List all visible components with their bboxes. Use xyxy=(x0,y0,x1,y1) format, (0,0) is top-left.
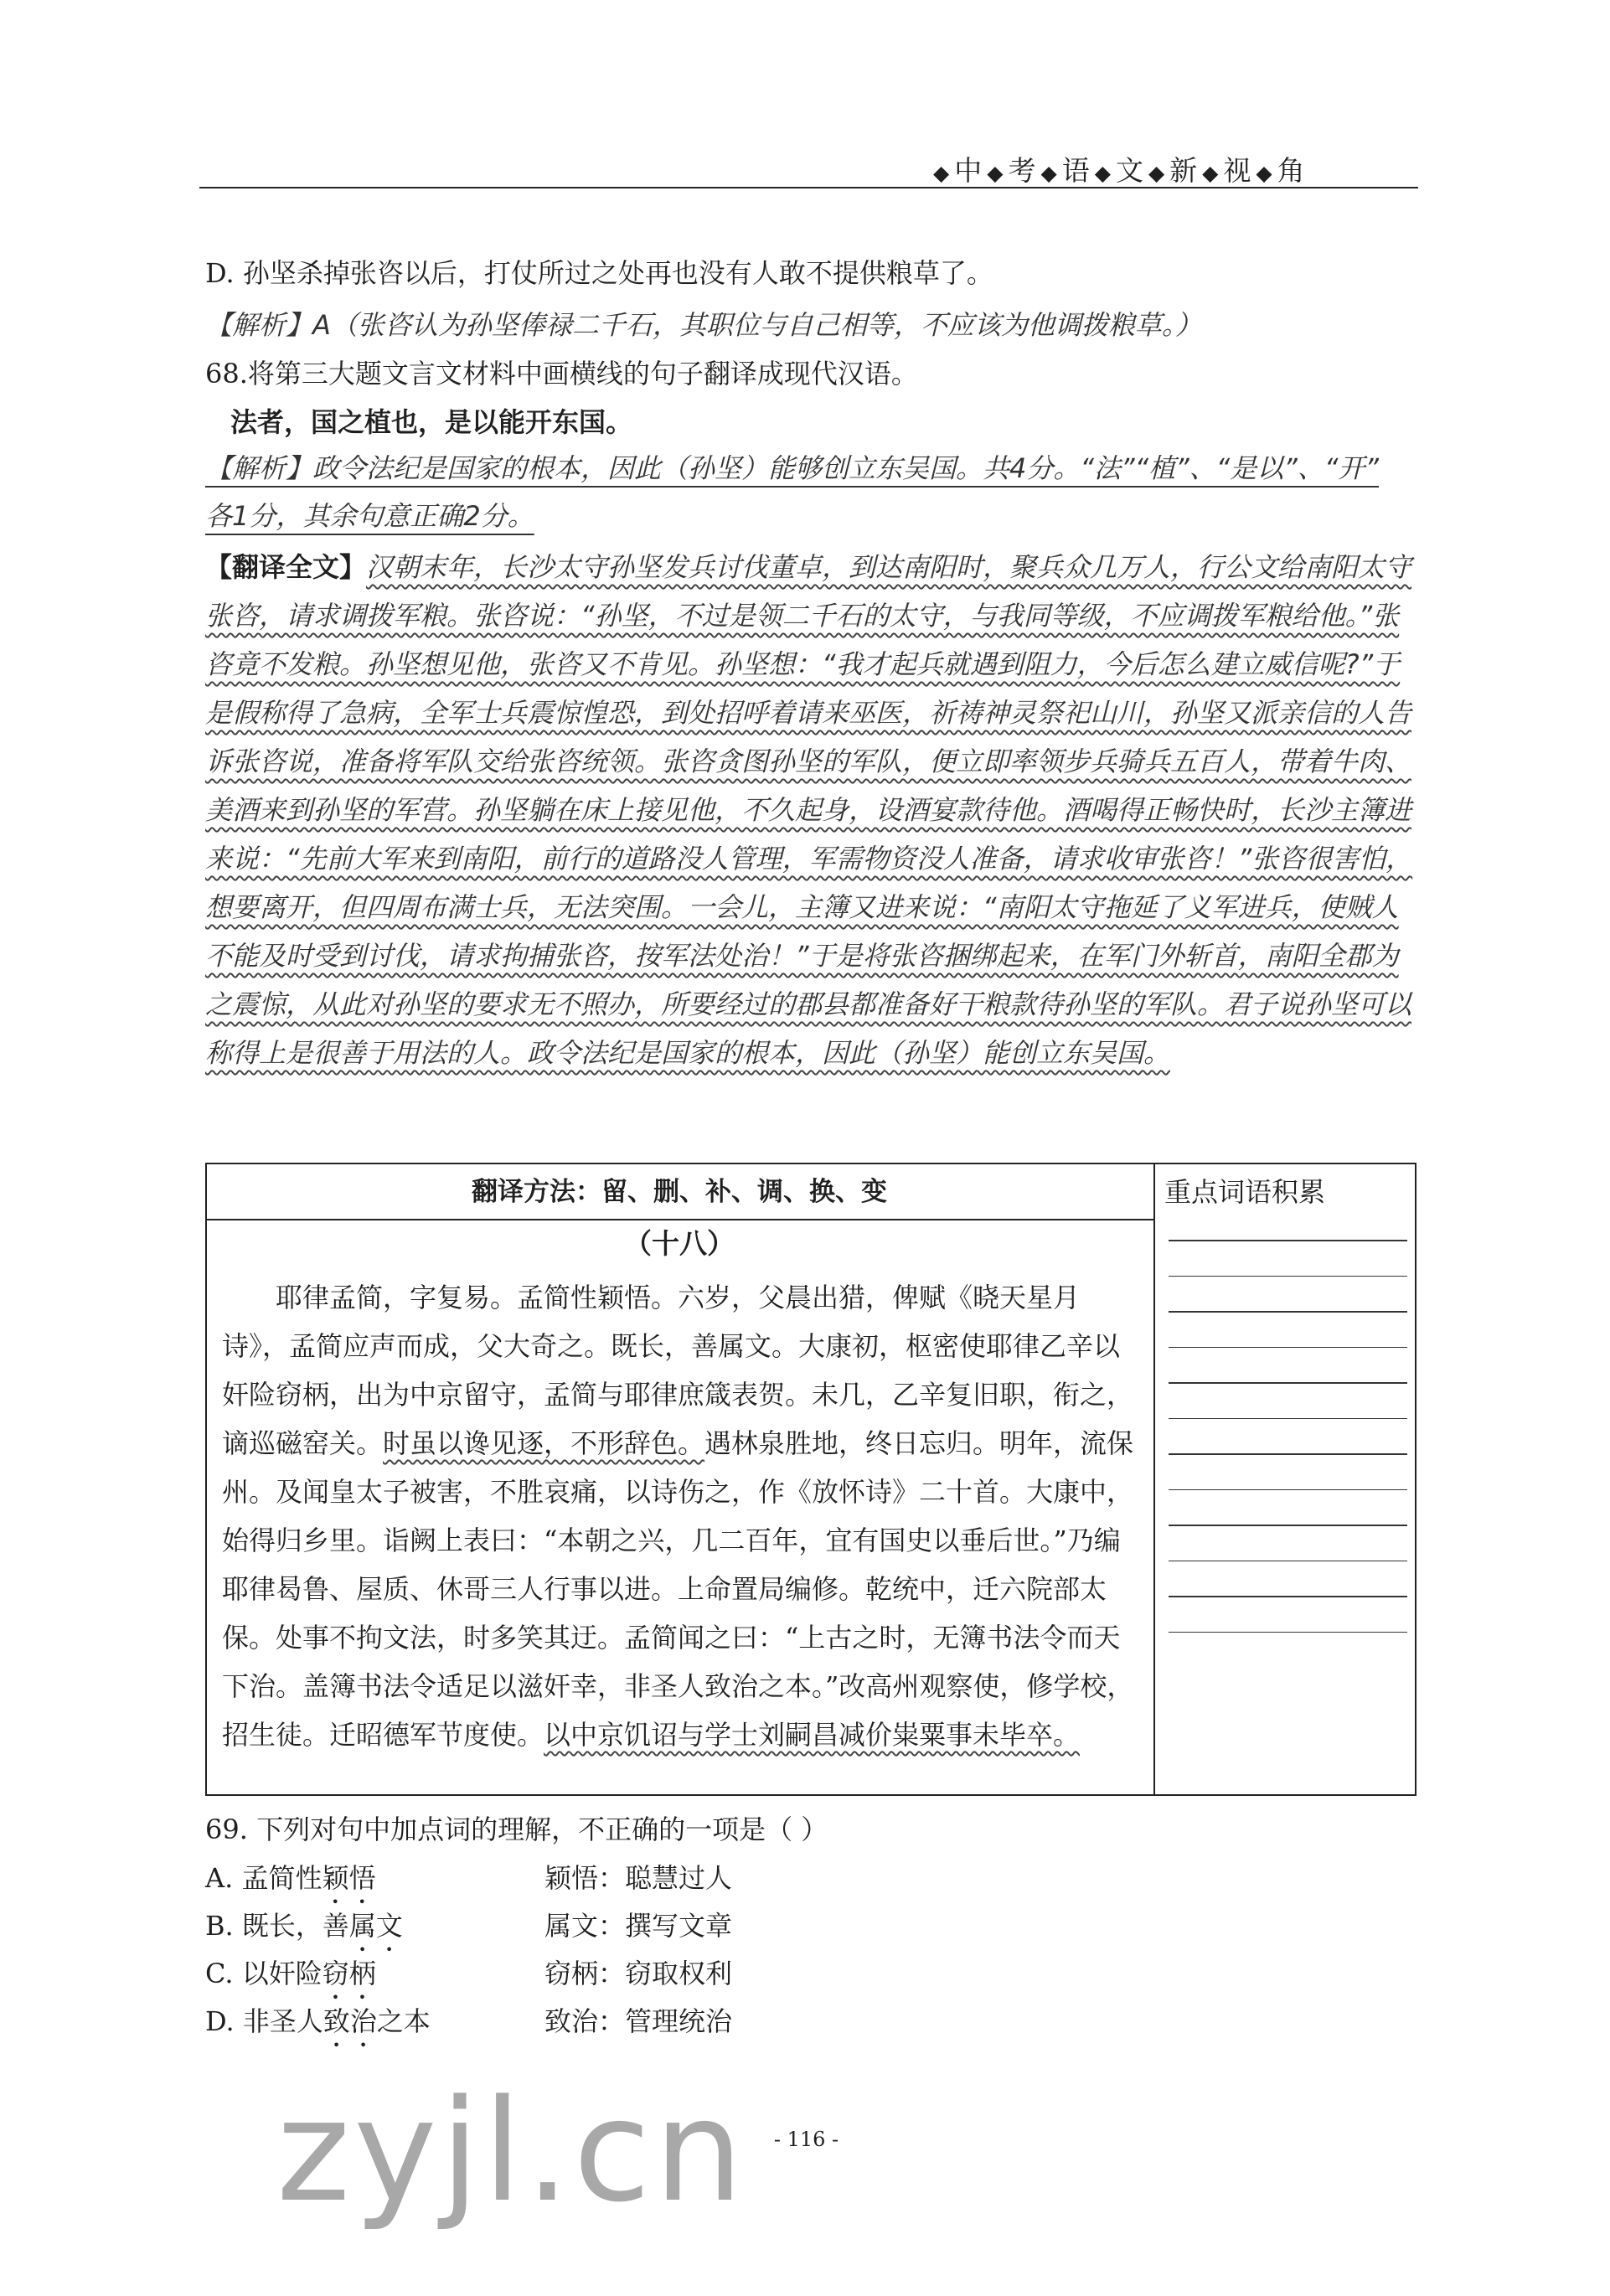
option-d-text: D. 孙坚杀掉张咨以后，打仗所过之处再也没有人敢不提供粮草了。 xyxy=(205,257,993,289)
header-char: 文 xyxy=(1115,154,1145,187)
option-c xyxy=(205,1952,376,2005)
analysis-67: 【解析】A（张咨认为孙坚俸禄二千石，其职位与自己相等，不应该为他调拨粮草。） xyxy=(205,309,1202,341)
note-line xyxy=(1169,1240,1407,1241)
header-char: 语 xyxy=(1061,154,1091,187)
header-char: 角 xyxy=(1277,154,1307,187)
option-b xyxy=(205,1904,403,1958)
option-label: B. xyxy=(205,1910,234,1942)
note-line xyxy=(1169,1525,1407,1526)
option-a xyxy=(205,1856,375,1910)
header-char: 新 xyxy=(1169,154,1200,187)
diamond-icon: ◆ xyxy=(1256,161,1274,185)
diamond-icon: ◆ xyxy=(987,161,1005,185)
dotted-word: 属文 xyxy=(348,1910,403,1942)
question-69: 69. 下列对句中加点词的理解，不正确的一项是（ ） xyxy=(205,1814,828,1845)
option-d xyxy=(205,1999,431,2053)
note-line xyxy=(1169,1418,1407,1420)
note-line xyxy=(1169,1489,1407,1491)
note-line xyxy=(1169,1276,1407,1277)
vocabulary-note-lines xyxy=(1169,1240,1407,1667)
note-line xyxy=(1169,1596,1407,1597)
full-translation xyxy=(205,543,1416,1077)
option-phrase: 非圣人 xyxy=(242,2005,323,2037)
note-line xyxy=(1169,1632,1407,1633)
header-char: 考 xyxy=(1008,154,1038,187)
analysis-68-line1: 【解析】政令法纪是国家的根本，因此（孙坚）能够创立东吴国。共4分。“法”“植”、“是以”、“开” xyxy=(205,452,1379,484)
translation-label: 【翻译全文】 xyxy=(205,551,367,583)
translation-body: 汉朝末年，长沙太守孙坚发兵讨伐董卓，到达南阳时，聚兵众几万人，行公文给南阳太守张咨，请求调拨军粮。张咨说：“孙坚，不过是领二千石的太守，与我同等级，不应调拨军粮给他。”张咨竟不发粮。孙坚想见他，张咨又不肯见。孙坚想：“我才起兵就遇到阻力，今后怎么建立威信呢?”于是假称得了急病，全军士兵震惊惶恐，到处招呼着请来巫医，祈祷神灵祭祀山川，孙坚又派亲信的人告诉张咨说，准备将军队交给张咨统领。张咨贪图孙坚的军队，便立即率领步兵骑兵五百人，带着牛肉、美酒来到孙坚的军营。孙坚躺在床上接见他，不久起身，设酒宴款待他。酒喝得正畅快时，长沙主簿进来说：“先前大军来到南阳，前行的道路没人管理，军需物资没人准备，请求收审张咨！”张咨很害怕，想要离开，但四周布满士兵，无法突围。一会儿，主簿又进来说：“南阳太守拖延了义军进兵，使贼人不能及时受到讨伐，请求拘捕张咨，按军法处治！”于是将张咨捆绑起来，在军门外斩首，南阳全郡为之震惊，从此对孙坚的要求无不照办，所要经过的郡县都准备好干粮款待孙坚的军队。君子说孙坚可以称得上是很善于用法的人。政令法纪是国家的根本，因此（孙坚）能创立东吴国。 xyxy=(205,551,1413,1069)
diamond-icon: ◆ xyxy=(933,161,952,185)
watermark: zyjl.cn xyxy=(276,2069,747,2233)
option-c-gloss: 窃柄：窃取权利 xyxy=(544,1958,733,1989)
diamond-icon: ◆ xyxy=(1094,161,1112,185)
analysis-68-line2: 各1分，其余句意正确2分。 xyxy=(205,500,534,532)
passage-underlined-2: 以中京饥诏与学士刘嗣昌减价粜粟事未毕卒。 xyxy=(544,1719,1081,1751)
note-line xyxy=(1169,1347,1407,1349)
passage-underlined-1: 时虽以谗见逐，不形辞色。 xyxy=(383,1427,705,1459)
note-line xyxy=(1169,1561,1407,1562)
note-line xyxy=(1169,1453,1407,1455)
option-d-gloss: 致治：管理统治 xyxy=(544,2005,733,2037)
diamond-icon: ◆ xyxy=(1202,161,1220,185)
option-b-gloss: 属文：撰写文章 xyxy=(544,1910,733,1942)
question-68: 68.将第三大题文言文材料中画横线的句子翻译成现代汉语。 xyxy=(205,358,918,390)
classical-passage xyxy=(222,1273,1142,1759)
option-phrase: 以奸险 xyxy=(241,1958,323,1989)
option-label: C. xyxy=(205,1958,234,1989)
passage-part-1: 耶律孟简，字复易。孟简性颖悟。六岁，父晨出猎，俾赋《晓天星月诗》，孟简应声而成，父大奇之。既长，善属文。大康初，枢密使耶律乙辛以奸险窃柄，出为中京留守，孟简与耶律庶箴表贺。未几，乙辛复旧职，衔之，谪巡磁窑关。 xyxy=(222,1282,1134,1459)
box-header-rule xyxy=(205,1219,1153,1220)
passage-part-2: 遇林泉胜地，终日忘归。明年，流保州。及闻皇太子被害，不胜哀痛，以诗伤之，作《放怀诗》二十首。大康中，始得归乡里。诣阙上表曰：“本朝之兴，几二百年，宜有国史以垂后世。”乃编耶律曷鲁、屋质、休哥三人行事以进。上命置局编修。乾统中，迁六院部太保。处事不拘文法，时多笑其迂。孟简闻之曰：“上古之时，无簿书法令而天下治。盖簿书法令适足以滋奸幸，非圣人致治之本。”改高州观察使，修学校，招生徒。迁昭德军节度使。 xyxy=(222,1427,1134,1751)
note-line xyxy=(1169,1311,1407,1313)
header-rule xyxy=(199,187,1418,188)
header-char: 中 xyxy=(954,154,984,187)
dotted-word: 窃柄 xyxy=(322,1958,376,1989)
diamond-icon: ◆ xyxy=(1040,161,1059,185)
option-label: D. xyxy=(205,2005,235,2037)
option-phrase-tail: 之本 xyxy=(376,2005,431,2037)
option-phrase: 既长，善 xyxy=(241,1910,349,1942)
translation-method-header: 翻译方法：留、删、补、调、换、变 xyxy=(472,1177,887,1207)
diamond-icon: ◆ xyxy=(1148,161,1167,185)
option-phrase: 孟简性 xyxy=(241,1862,323,1894)
dotted-word: 颖悟 xyxy=(322,1862,376,1894)
option-a-gloss: 颖悟：聪慧过人 xyxy=(544,1862,733,1894)
page-number: - 116 - xyxy=(773,2128,839,2151)
header-char: 视 xyxy=(1223,154,1253,187)
option-label: A. xyxy=(205,1862,234,1894)
box-column-rule xyxy=(1153,1163,1155,1796)
note-line xyxy=(1169,1382,1407,1384)
key-vocabulary-header: 重点词语积累 xyxy=(1164,1176,1326,1208)
dotted-word: 致治 xyxy=(323,2005,377,2037)
passage-title: （十八） xyxy=(624,1227,735,1260)
question-68-sentence: 法者，国之植也，是以能开东国。 xyxy=(230,406,633,438)
running-header xyxy=(930,149,1307,188)
